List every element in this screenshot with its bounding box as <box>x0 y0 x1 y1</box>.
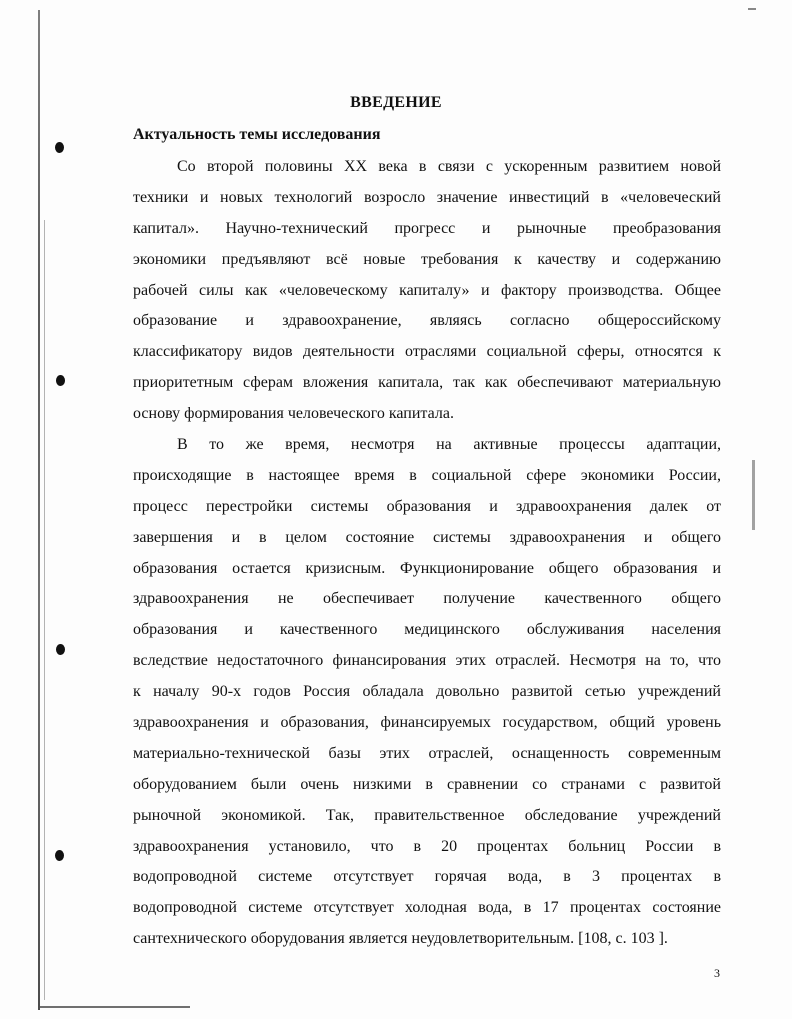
text-line: здравоохранения не обеспечивает получение качественного общего <box>133 590 721 608</box>
text-line: здравоохранения установило, что в 20 процентах больниц России в <box>133 837 721 855</box>
text-line: оборудованием были очень низкими в сравнении со странами с развитой <box>133 775 721 793</box>
scan-binding-line-thin <box>44 220 45 1000</box>
scan-edge-mark <box>752 460 755 530</box>
text-line: приоритетным сферам вложения капитала, так как обеспечивают материальную <box>133 374 721 392</box>
text-line: образования и качественного медицинского обслуживания населения <box>133 621 721 639</box>
text-line: завершения и в целом состояние системы здравоохранения и общего <box>133 528 721 546</box>
punch-hole <box>55 142 64 153</box>
page-title: ВВЕДЕНИЕ <box>350 94 442 111</box>
text-line: процесс перестройки системы образования и здравоохранения далек от <box>133 497 721 515</box>
text-line: рабочей силы как «человеческому капиталу» и фактору производства. Общее <box>133 281 721 299</box>
text-line: рыночной экономикой. Так, правительственное обследование учреждений <box>133 806 721 824</box>
scan-bottom-line <box>40 1006 190 1008</box>
text-line: водопроводной системе отсутствует холодная вода, в 17 процентах состояние <box>133 899 721 917</box>
punch-hole <box>56 644 65 655</box>
text-line: капитал». Научно-технический прогресс и рыночные преобразования <box>133 219 721 237</box>
text-line: техники и новых технологий возросло значение инвестиций в «человеческий <box>133 188 721 206</box>
text-line: водопроводной системе отсутствует горячая вода, в 3 процентах в <box>133 868 721 886</box>
text-line: сантехнического оборудования является неудовлетворительным. [108, с. 103 ]. <box>133 930 668 948</box>
text-line: образования остается кризисным. Функционирование общего образования и <box>133 559 721 577</box>
text-line: происходящие в настоящее время в социальной сфере экономики России, <box>133 466 721 484</box>
text-line: Со второй половины XX века в связи с ускоренным развитием новой <box>177 158 721 175</box>
text-line: классификатору видов деятельности отраслями социальной сферы, относятся к <box>133 343 721 361</box>
text-line: вследствие недостаточного финансирования этих отраслей. Несмотря на то, что <box>133 652 721 670</box>
text-line: здравоохранения и образования, финансируемых государством, общий уровень <box>133 714 721 732</box>
text-line: к началу 90-х годов Россия обладала довольно развитой сетью учреждений <box>133 683 721 701</box>
punch-hole <box>56 375 65 386</box>
text-line: экономики предъявляют всё новые требования к качеству и содержанию <box>133 250 721 268</box>
scan-corner-mark <box>748 8 756 10</box>
page-number: 3 <box>714 966 720 980</box>
text-line: основу формирования человеческого капитала. <box>133 405 454 423</box>
text-line: образование и здравоохранение, являясь согласно общероссийскому <box>133 312 721 330</box>
section-heading: Актуальность темы исследования <box>133 126 381 143</box>
text-line: материально-технической базы этих отраслей, оснащенность современным <box>133 744 721 762</box>
text-line: В то же время, несмотря на активные процессы адаптации, <box>177 436 721 454</box>
body-text <box>133 152 721 955</box>
scan-binding-line <box>38 10 40 1010</box>
punch-hole <box>55 850 64 861</box>
